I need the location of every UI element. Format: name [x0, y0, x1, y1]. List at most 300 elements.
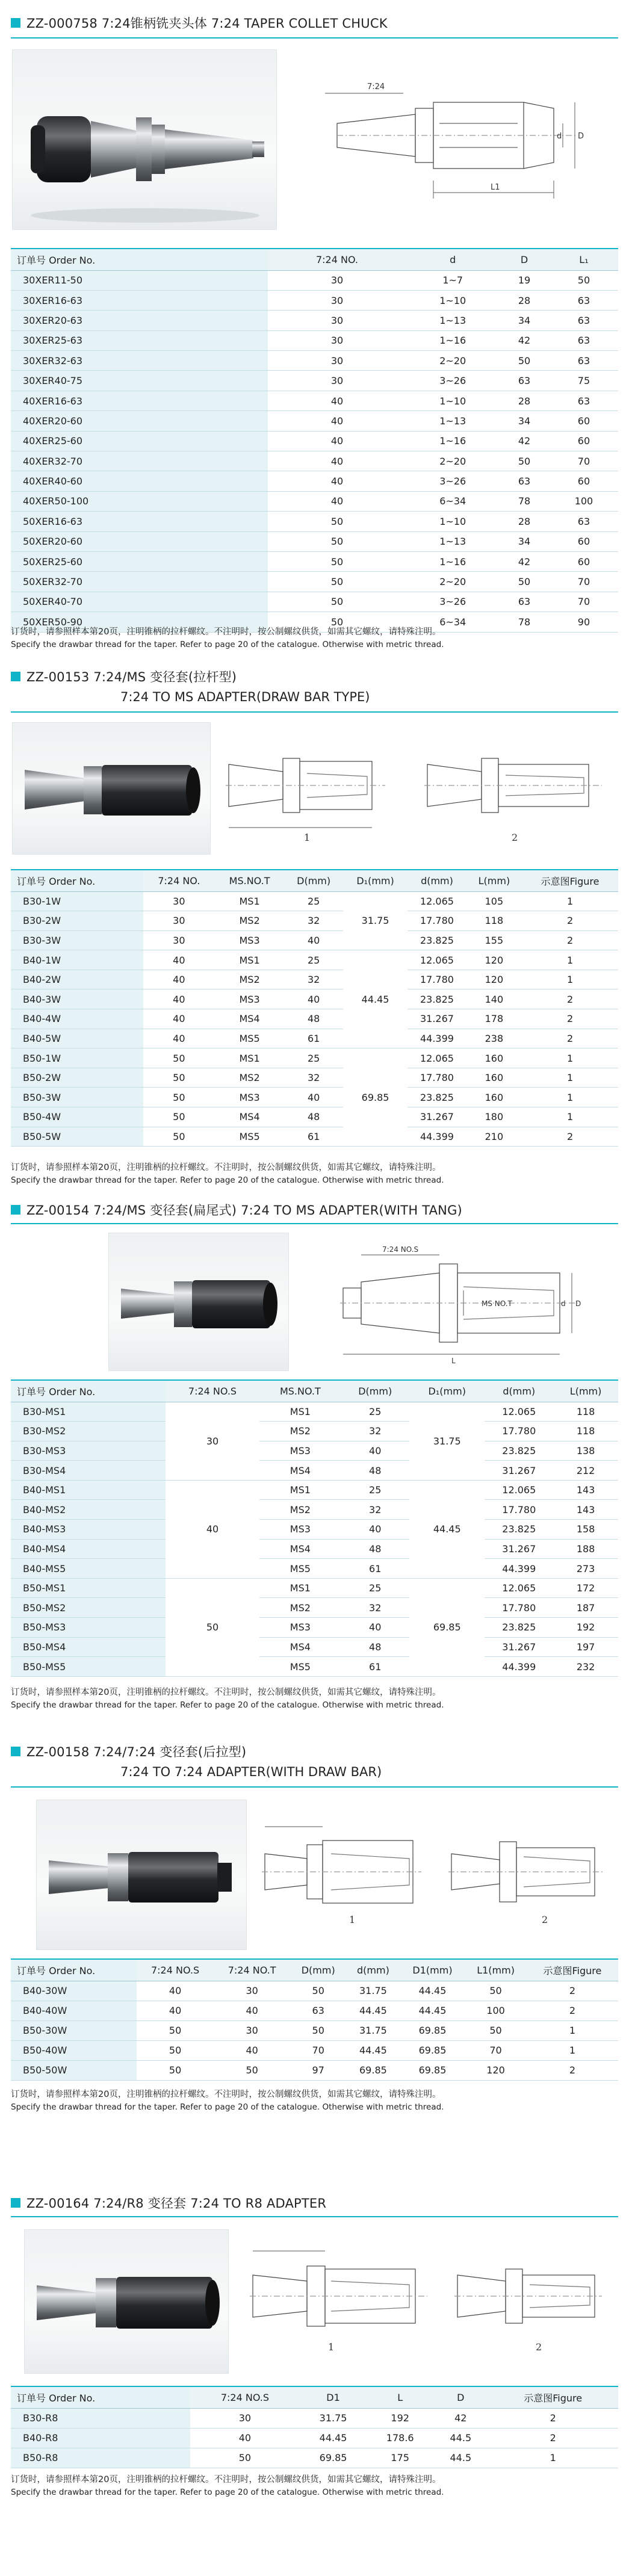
table-cell: 17.780: [485, 1422, 553, 1441]
table-cell: 50XER40-70: [11, 592, 268, 611]
table-cell: 50: [137, 2060, 214, 2080]
table-cell: 17.780: [407, 1068, 466, 1088]
table-cell: 3~26: [406, 371, 499, 391]
ms-adapter-illustration: [13, 723, 211, 855]
table-cell: 1: [522, 1088, 618, 1107]
table-cell: 2~20: [406, 572, 499, 592]
table-cell: 69.85: [400, 2060, 465, 2080]
column-header: D(mm): [290, 1959, 346, 1981]
order-note: [11, 626, 444, 651]
table-cell: 23.825: [485, 1618, 553, 1638]
table-cell: 25: [341, 1578, 409, 1598]
table-cell: 2: [522, 930, 618, 950]
table-cell: 48: [341, 1461, 409, 1481]
table-cell: 48: [341, 1637, 409, 1657]
table-cell: 44.399: [485, 1559, 553, 1579]
table-cell: 48: [284, 1009, 343, 1029]
table-cell: B30-MS3: [11, 1441, 166, 1461]
column-header: 订单号 Order No.: [11, 870, 143, 891]
table-cell: 175: [367, 2448, 433, 2468]
table-cell: 40: [137, 1981, 214, 2001]
table-cell: MS3: [259, 1618, 341, 1638]
table-cell: B50-R8: [11, 2448, 190, 2468]
technical-drawings-ms-adapter: [223, 728, 608, 849]
figure-number-2: 2: [536, 2341, 542, 2353]
column-header: 7:24 NO.S: [166, 1380, 260, 1402]
table-cell: 105: [466, 891, 522, 911]
column-header: d: [406, 249, 499, 270]
724-adapter-drawings: [259, 1806, 608, 1944]
table-cell: 17.780: [485, 1500, 553, 1520]
table-cell: 40: [268, 471, 407, 491]
table-cell: 40: [137, 2001, 214, 2020]
table-cell: 25: [284, 891, 343, 911]
table-cell: 23.825: [407, 989, 466, 1009]
table-cell: 1~10: [406, 290, 499, 310]
table-cell: 44.45: [400, 2001, 465, 2020]
table-cell-merged: 30: [166, 1402, 260, 1480]
table-cell: 40XER25-60: [11, 431, 268, 451]
order-note-cn: 订货时，请参照样本第20页，注明锥柄的拉杆螺纹。不注明时，按公制螺纹供货，如需其它螺纹，请特殊注明。: [11, 627, 441, 637]
table-row: [11, 1107, 618, 1127]
table-cell: 40: [268, 411, 407, 431]
table-cell: MS5: [259, 1657, 341, 1677]
table-row: [11, 1402, 618, 1422]
technical-drawing-collet-chuck: [325, 66, 608, 217]
product-photo-724-adapter: [36, 1800, 247, 1950]
table-cell: 63: [550, 512, 618, 531]
table-cell: 63: [550, 311, 618, 330]
table-cell: 17.780: [485, 1598, 553, 1618]
table-cell: 1~7: [406, 270, 499, 290]
table-cell: 140: [466, 989, 522, 1009]
column-header: 订单号 Order No.: [11, 249, 268, 270]
table-cell: 1~16: [406, 431, 499, 451]
table-row: [11, 1578, 618, 1598]
table-cell: 2~20: [406, 351, 499, 371]
dim-D-label: D: [578, 132, 584, 141]
table-cell: 63: [499, 371, 550, 391]
table-cell-merged: 31.75: [343, 891, 407, 950]
table-cell: 158: [553, 1520, 618, 1540]
table-cell: 25: [341, 1402, 409, 1422]
table-cell: 160: [466, 1048, 522, 1068]
product-photo-collet-chuck: [12, 49, 277, 230]
section-taper-collet-chuck: [0, 0, 629, 654]
table-cell: MS3: [215, 989, 285, 1009]
table-cell: 138: [553, 1441, 618, 1461]
table-cell: 25: [284, 1048, 343, 1068]
table-cell: B40-R8: [11, 2428, 190, 2448]
table-cell: 50: [268, 512, 407, 531]
table-cell: 50: [143, 1068, 215, 1088]
figure-number-2: 2: [542, 1914, 548, 1925]
table-cell: 1~13: [406, 531, 499, 551]
table-cell: 30: [268, 371, 407, 391]
column-header: D₁(mm): [343, 870, 407, 891]
table-cell: 30: [143, 930, 215, 950]
table-cell: 32: [341, 1598, 409, 1618]
table-cell: 61: [284, 1127, 343, 1147]
table-cell: 197: [553, 1637, 618, 1657]
table-cell: 61: [341, 1559, 409, 1579]
table-cell: 30XER11-50: [11, 270, 268, 290]
table-cell: 48: [284, 1107, 343, 1127]
table-cell: MS1: [215, 1048, 285, 1068]
table-cell: 30XER25-63: [11, 330, 268, 350]
table-cell: 60: [550, 551, 618, 571]
table-row: [11, 970, 618, 989]
table-cell: 118: [466, 911, 522, 931]
table-cell: 44.45: [300, 2428, 367, 2448]
column-header: L(mm): [466, 870, 522, 891]
table-cell: 50: [290, 1981, 346, 2001]
ms-adapter-drawings: [223, 728, 608, 849]
table-row: [11, 1461, 618, 1481]
dim-d-label: d: [557, 132, 562, 141]
table-row: [11, 1559, 618, 1579]
table-cell: 100: [465, 2001, 527, 2020]
table-cell: 192: [367, 2408, 433, 2428]
table-cell: 78: [499, 612, 550, 632]
table-cell: 61: [341, 1657, 409, 1677]
table-cell: 1: [522, 970, 618, 989]
order-note-en: Specify the drawbar thread for the taper. Refer to page 20 of the catalogue. Otherwise with metric thread.: [11, 2102, 444, 2112]
dim-l1-label: L1: [491, 183, 500, 192]
table-cell: 50: [143, 1107, 215, 1127]
table-cell: 120: [466, 970, 522, 989]
table-cell: 42: [499, 330, 550, 350]
column-header: 示意图Figure: [522, 870, 618, 891]
table-cell: 31.75: [346, 1981, 400, 2001]
table-cell: 23.825: [485, 1441, 553, 1461]
table-cell: 32: [341, 1500, 409, 1520]
table-cell: B40-MS2: [11, 1500, 166, 1520]
table-cell: 40: [284, 989, 343, 1009]
table-cell: B50-50W: [11, 2060, 137, 2080]
column-header: L: [367, 2386, 433, 2408]
section-title: ZZ-00158 7:24/7:24 变径套(后拉型): [26, 1745, 247, 1759]
table-cell: 40: [268, 491, 407, 511]
table-cell: B50-2W: [11, 1068, 143, 1088]
table-row: [11, 491, 618, 511]
table-cell: 32: [341, 1422, 409, 1441]
table-row: [11, 512, 618, 531]
table-cell: 6~34: [406, 612, 499, 632]
table-cell: 12.065: [485, 1578, 553, 1598]
table-cell: B30-3W: [11, 930, 143, 950]
section-title: ZZ-00153 7:24/MS 变径套(拉杆型): [26, 670, 237, 684]
table-cell: 2: [488, 2408, 618, 2428]
table-cell: 160: [466, 1068, 522, 1088]
table-cell: MS4: [215, 1107, 285, 1127]
table-cell: 2: [527, 2001, 618, 2020]
order-note-en: Specify the drawbar thread for the taper. Refer to page 20 of the catalogue. Otherwise with metric thread.: [11, 1700, 444, 1710]
table-cell: 1~10: [406, 512, 499, 531]
table-cell: 160: [466, 1088, 522, 1107]
table-cell: 30: [214, 1981, 290, 2001]
section-title: ZZ-00164 7:24/R8 变径套 7:24 TO R8 ADAPTER: [26, 2196, 327, 2211]
table-cell: 232: [553, 1657, 618, 1677]
table-row: [11, 1009, 618, 1029]
table-cell: 212: [553, 1461, 618, 1481]
table-cell: B40-MS1: [11, 1480, 166, 1500]
table-cell: B50-MS4: [11, 1637, 166, 1657]
section-subtitle: 7:24 TO MS ADAPTER(DRAW BAR TYPE): [120, 690, 370, 704]
table-cell: MS1: [215, 891, 285, 911]
table-cell: 40XER16-63: [11, 391, 268, 410]
table-cell: 28: [499, 391, 550, 410]
table-cell: 23.825: [407, 1088, 466, 1107]
table-cell: 40: [143, 989, 215, 1009]
table-cell: B40-1W: [11, 950, 143, 970]
table-cell: 63: [550, 351, 618, 371]
table-row: [11, 950, 618, 970]
table-cell: 1: [527, 2020, 618, 2040]
figure-number-2: 2: [512, 832, 518, 843]
table-row: [11, 592, 618, 611]
column-header: D1: [300, 2386, 367, 2408]
table-cell: 34: [499, 411, 550, 431]
technical-drawings-r8-adapter: [241, 2233, 608, 2365]
table-cell: 120: [466, 950, 522, 970]
table-row: [11, 1048, 618, 1068]
table-cell: B40-MS5: [11, 1559, 166, 1579]
table-row: [11, 2001, 618, 2020]
table-cell: 50: [143, 1127, 215, 1147]
technical-drawings-724-adapter: [259, 1806, 608, 1944]
table-cell: 30: [190, 2408, 300, 2428]
table-cell: 40: [143, 950, 215, 970]
table-cell: 172: [553, 1578, 618, 1598]
r8-adapter-illustration: [25, 2230, 229, 2374]
table-cell: 2: [522, 1029, 618, 1048]
section-ms-adapter-tang: [0, 1198, 629, 1739]
column-header: D₁(mm): [409, 1380, 485, 1402]
order-note-en: Specify the drawbar thread for the taper. Refer to page 20 of the catalogue. Otherwise with metric thread.: [11, 1175, 444, 1185]
section-subtitle: 7:24 TO 7:24 ADAPTER(WITH DRAW BAR): [120, 1765, 382, 1779]
table-cell: 6~34: [406, 491, 499, 511]
table-cell: 2~20: [406, 451, 499, 471]
order-note-cn: 订货时，请参照样本第20页，注明锥柄的拉杆螺纹。不注明时，按公制螺纹供货，如需其它螺纹，请特殊注明。: [11, 2475, 441, 2485]
table-cell: 50: [143, 1048, 215, 1068]
section-ms-adapter-draw-bar: [0, 662, 629, 1192]
column-header: 订单号 Order No.: [11, 2386, 190, 2408]
table-cell: 238: [466, 1029, 522, 1048]
figure-number-1: 1: [304, 832, 311, 843]
table-cell: 50XER50-90: [11, 612, 268, 632]
section-header: [11, 664, 237, 689]
table-cell: 23.825: [485, 1520, 553, 1540]
table-cell: B50-40W: [11, 2040, 137, 2060]
table-cell: MS4: [259, 1461, 341, 1481]
table-cell: 70: [550, 572, 618, 592]
table-cell: 34: [499, 531, 550, 551]
table-cell: 50XER20-60: [11, 531, 268, 551]
column-header: 订单号 Order No.: [11, 1380, 166, 1402]
table-row: [11, 1520, 618, 1540]
spec-table-r8-adapter: [11, 2386, 618, 2468]
table-cell: MS2: [215, 1068, 285, 1088]
figure-number-1: 1: [328, 2341, 335, 2353]
table-cell: 40XER20-60: [11, 411, 268, 431]
table-cell: 40: [190, 2428, 300, 2448]
table-cell-merged: 69.85: [343, 1048, 407, 1147]
column-header: MS.NO.T: [215, 870, 285, 891]
table-cell: B40-2W: [11, 970, 143, 989]
table-cell: 60: [550, 431, 618, 451]
divider: [11, 37, 618, 39]
table-cell: 155: [466, 930, 522, 950]
table-cell: 12.065: [485, 1480, 553, 1500]
table-cell: B30-MS4: [11, 1461, 166, 1481]
column-header: d(mm): [485, 1380, 553, 1402]
table-cell: 40: [284, 1088, 343, 1107]
table-cell: B40-40W: [11, 2001, 137, 2020]
table-row: [11, 311, 618, 330]
spec-table-ms-adapter-draw-bar: [11, 869, 618, 1147]
table-cell: 1: [522, 950, 618, 970]
table-cell: MS3: [259, 1441, 341, 1461]
table-cell: 75: [550, 371, 618, 391]
table-cell: 50: [499, 351, 550, 371]
table-cell: B40-MS4: [11, 1539, 166, 1559]
column-header: 7:24 NO.S: [137, 1959, 214, 1981]
table-cell: 2: [522, 1009, 618, 1029]
table-cell: 1: [522, 891, 618, 911]
bullet-square-icon: [11, 2198, 20, 2208]
table-cell: 40: [143, 970, 215, 989]
table-cell: 2: [527, 2060, 618, 2080]
table-cell: 69.85: [400, 2020, 465, 2040]
table-cell: 120: [465, 2060, 527, 2080]
table-cell: 44.399: [407, 1127, 466, 1147]
table-cell: 30: [143, 891, 215, 911]
order-note-cn: 订货时，请参照样本第20页，注明锥柄的拉杆螺纹。不注明时，按公制螺纹供货，如需其它螺纹，请特殊注明。: [11, 2090, 441, 2099]
technical-drawing-ms-adapter-tang: [337, 1240, 608, 1366]
table-cell: 25: [341, 1480, 409, 1500]
table-cell: 40: [143, 1029, 215, 1048]
table-cell: 12.065: [485, 1402, 553, 1422]
table-row: [11, 572, 618, 592]
table-cell: 30: [268, 270, 407, 290]
column-header: D: [499, 249, 550, 270]
table-cell-merged: 50: [166, 1578, 260, 1676]
table-cell: 70: [550, 451, 618, 471]
table-cell: 3~26: [406, 471, 499, 491]
table-cell: 34: [499, 311, 550, 330]
table-cell: 143: [553, 1500, 618, 1520]
column-header: 7:24 NO.S: [190, 2386, 300, 2408]
table-cell: B40-30W: [11, 1981, 137, 2001]
table-cell: 32: [284, 970, 343, 989]
table-cell: 50: [268, 551, 407, 571]
table-cell: 50: [137, 2040, 214, 2060]
table-cell: 2: [488, 2428, 618, 2448]
table-cell: 3~26: [406, 592, 499, 611]
dim-d-label: d: [561, 1299, 566, 1308]
table-cell: 17.780: [407, 970, 466, 989]
table-cell: 42: [499, 551, 550, 571]
table-cell: 63: [290, 2001, 346, 2020]
table-cell: 31.267: [485, 1539, 553, 1559]
table-cell: 23.825: [407, 930, 466, 950]
table-row: [11, 930, 618, 950]
table-cell: 32: [284, 1068, 343, 1088]
table-cell: 28: [499, 290, 550, 310]
table-cell: 50: [190, 2448, 300, 2468]
table-row: [11, 1637, 618, 1657]
column-header: D: [433, 2386, 488, 2408]
column-header: 示意图Figure: [488, 2386, 618, 2408]
product-photo-ms-adapter-tang: [108, 1233, 289, 1371]
table-cell: 210: [466, 1127, 522, 1147]
table-cell: B30-MS1: [11, 1402, 166, 1422]
table-cell: 50: [465, 1981, 527, 2001]
table-row: [11, 431, 618, 451]
table-cell: 44.45: [346, 2040, 400, 2060]
order-note: [11, 2088, 444, 2114]
table-row: [11, 2428, 618, 2448]
table-row: [11, 270, 618, 290]
spec-table-ms-adapter-tang: [11, 1379, 618, 1677]
table-row: [11, 1539, 618, 1559]
table-cell: 1~10: [406, 391, 499, 410]
table-cell: 31.75: [346, 2020, 400, 2040]
table-cell: 12.065: [407, 950, 466, 970]
table-cell: MS1: [215, 950, 285, 970]
dim-ms-label: MS NO.T: [482, 1299, 512, 1308]
bullet-square-icon: [11, 18, 20, 28]
column-header: 示意图Figure: [527, 1959, 618, 1981]
table-row: [11, 531, 618, 551]
order-note-en: Specify the drawbar thread for the taper. Refer to page 20 of the catalogue. Otherwise with metric thread.: [11, 2488, 444, 2497]
table-row: [11, 1618, 618, 1638]
table-row: [11, 411, 618, 431]
table-cell: 180: [466, 1107, 522, 1127]
table-cell: 40: [341, 1618, 409, 1638]
table-cell: MS1: [259, 1578, 341, 1598]
table-row: [11, 351, 618, 371]
column-header: D(mm): [341, 1380, 409, 1402]
table-cell-merged: 69.85: [409, 1578, 485, 1676]
table-cell: B40-3W: [11, 989, 143, 1009]
table-cell: 25: [284, 950, 343, 970]
table-row: [11, 2020, 618, 2040]
table-cell: 100: [550, 491, 618, 511]
table-cell: B50-MS3: [11, 1618, 166, 1638]
table-cell: 40: [214, 2040, 290, 2060]
table-cell: 1: [488, 2448, 618, 2468]
table-cell: 273: [553, 1559, 618, 1579]
table-cell: MS5: [259, 1559, 341, 1579]
table-cell: 1: [522, 1068, 618, 1088]
table-cell: 50XER25-60: [11, 551, 268, 571]
column-header: MS.NO.T: [259, 1380, 341, 1402]
table-cell: 40: [268, 451, 407, 471]
table-cell: 32: [284, 911, 343, 931]
table-cell: 50: [290, 2020, 346, 2040]
product-photo-ms-adapter: [12, 722, 211, 855]
table-cell: 44.5: [433, 2448, 488, 2468]
dim-D-label: D: [575, 1299, 581, 1308]
dim-taper-label: 7:24: [367, 82, 385, 91]
table-cell: MS3: [215, 930, 285, 950]
table-cell: 31.75: [300, 2408, 367, 2428]
table-row: [11, 911, 618, 931]
table-cell: MS2: [259, 1422, 341, 1441]
table-cell: 90: [550, 612, 618, 632]
